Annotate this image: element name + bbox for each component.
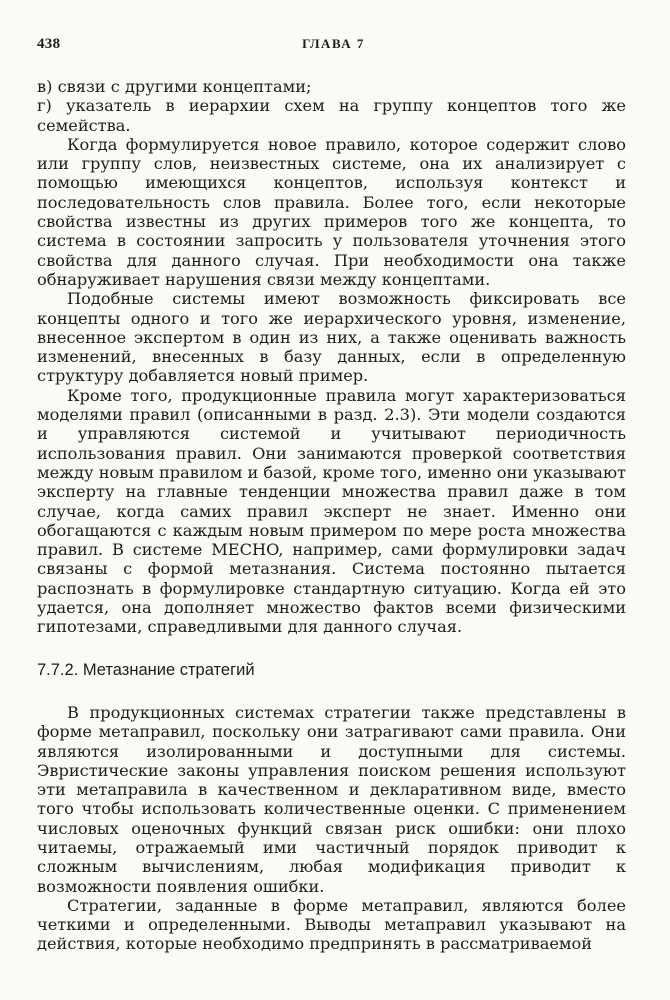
list-item: г) указатель в иерархии схем на группу концептов того же семейства. <box>37 96 626 135</box>
paragraph: Стратегии, заданные в форме метаправил, являются более четкими и определенными. Выводы метаправил указывают на действия, которые необходимо предпринять в рассматриваемой <box>37 895 626 954</box>
page-number: 438 <box>37 36 61 52</box>
section-heading: 7.7.2. Метазнание стратегий <box>37 660 255 679</box>
chapter-title: ГЛАВА 7 <box>302 36 365 51</box>
paragraph: Когда формулируется новое правило, которое содержит слово или группу слов, неизвестных системе, она их анализирует с помощью имеющихся концептов, используя контекст и последовательность слов правила. Более того, если некоторые свойства известны из других примеров того же концепта, то система в состоянии запросить у пользователя уточнения этого свойства для данного случая. При необходимости она также обнаруживает нарушения связи между концептами. <box>37 134 626 289</box>
page-body <box>37 77 626 954</box>
paragraph: В продукционных системах стратегии также представлены в форме метаправил, поскольку они затрагивают сами правила. Они являются изолированными и доступными для системы. Эвристические законы управления поиском решения используют эти метаправила в качественном и декларативном виде, вместо того чтобы использовать количественные оценки. С применением числовых оценочных функций связан риск ошибки: они плохо читаемы, отражаемый ими частичный порядок приводит к сложным вычислениям, любая модификация приводит к возможности появления ошибки. <box>37 702 626 896</box>
paragraph: Кроме того, продукционные правила могут характеризоваться моделями правил (описанными в разд. 2.3). Эти модели создаются и управляются системой и учитывают периодичность использования правил. Они занимаются проверкой соответствия между новым правилом и базой, кроме того, именно они указывают эксперту на главные тенденции множества правил даже в том случае, когда самих правил эксперт не знает. Именно они обогащаются с каждым новым примером по мере роста множества правил. В системе MECHO, например, сами формулировки задач связаны с формой метазнания. Система постоянно пытается распознать в формулировке стандартную ситуацию. Когда ей это удается, она дополняет множество фактов всеми физическими гипотезами, справедливыми для данного случая. <box>37 385 626 637</box>
paragraph: Подобные системы имеют возможность фиксировать все концепты одного и того же иерархического уровня, изменение, внесенное экспертом в один из них, а также оценивать важность изменений, внесенных в базу данных, если в определенную структуру добавляется новый пример. <box>37 289 626 386</box>
page-header <box>37 36 630 58</box>
list-item: в) связи с другими концептами; <box>37 77 312 96</box>
